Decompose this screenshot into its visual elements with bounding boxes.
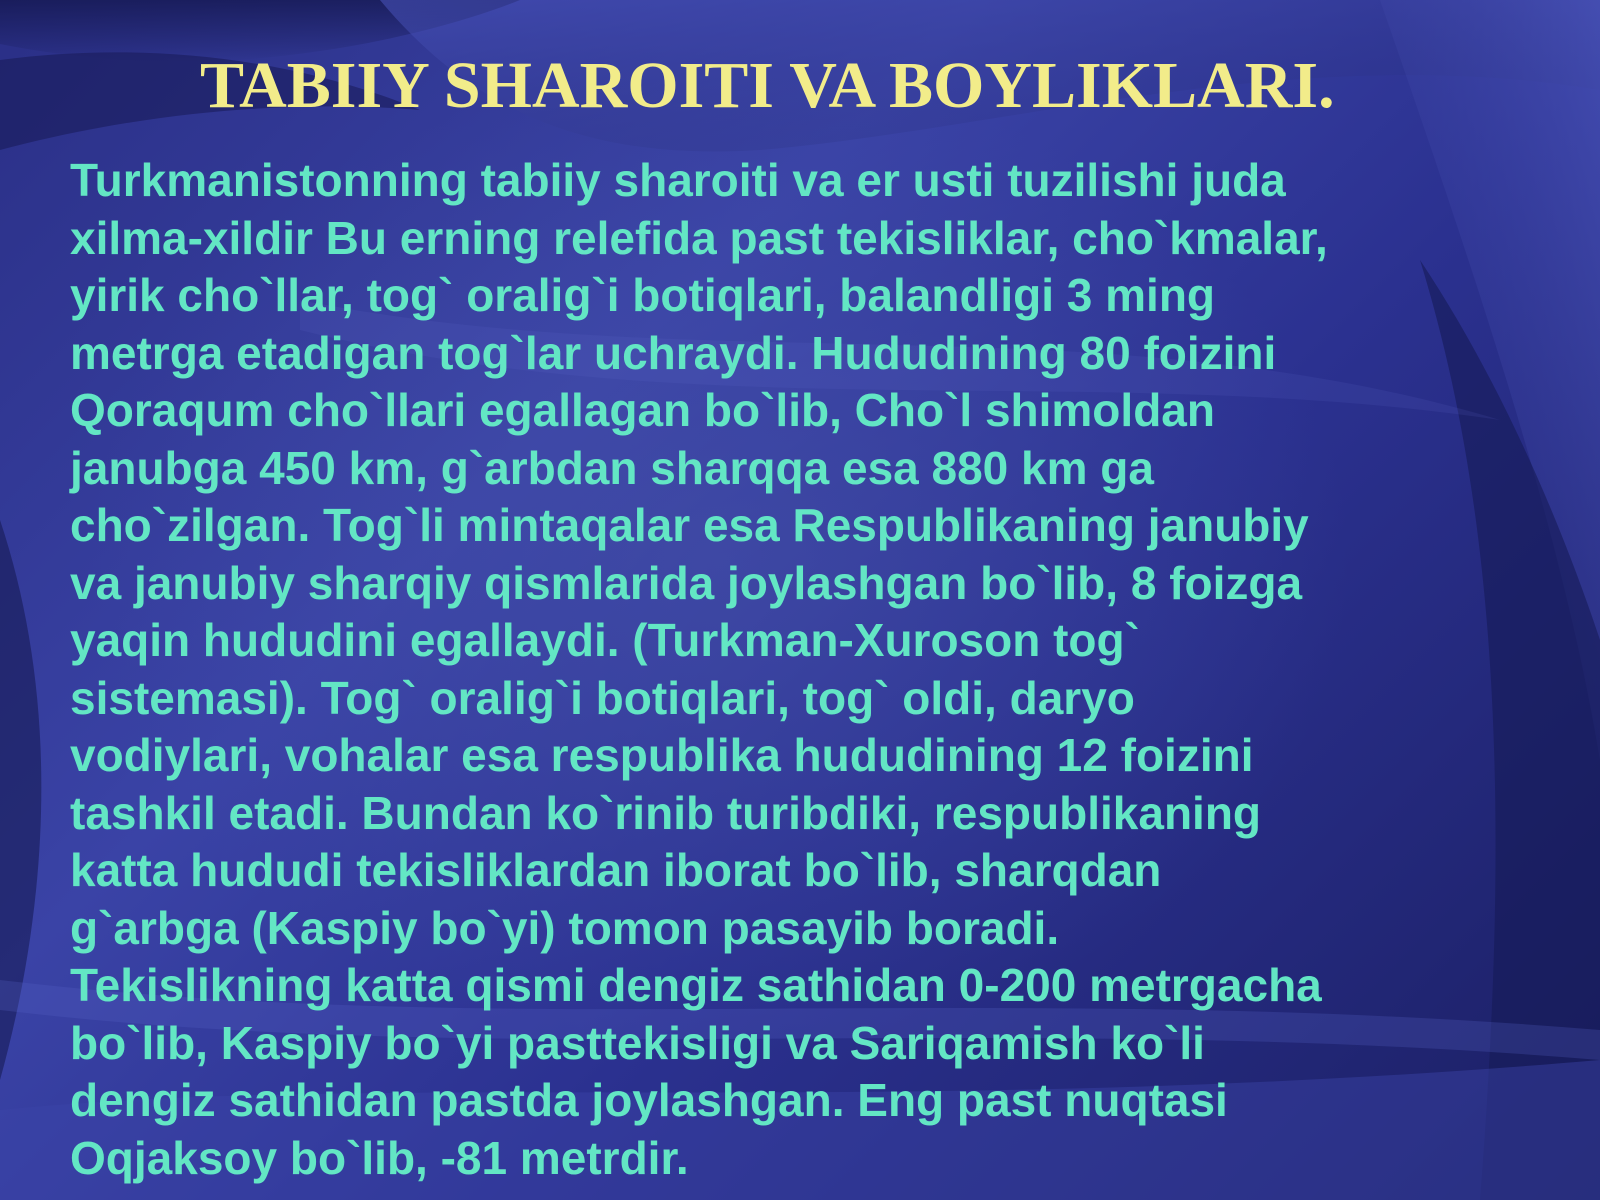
slide-body-text: Turkmanistonning tabiiy sharoiti va er usti tuzilishi juda xilma-xildir Bu erning relefida past tekisliklar, cho`kmalar, yirik cho`llar, tog` oralig`i botiqlari, balandligi 3 ming metrga etadigan tog`lar uchraydi. Hududining 80 foizini Qoraqum cho`llari egallagan bo`lib, Cho`l shimoldan janubga 450 km, g`arbdan sharqqa esa 880 km ga cho`zilgan. Tog`li mintaqalar esa Respublikaning janubiy va janubiy sharqiy qismlarida joylashgan bo`lib, 8 foizga yaqin hududini egallaydi. (Turkman-Xuroson tog` sistemasi). Tog` oralig`i botiqlari, tog` oldi, daryo vodiylari, vohalar esa respublika hududining 12 foizini tashkil etadi. Bundan ko`rinib turibdiki, respublikaning katta hududi tekisliklardan iborat bo`lib, sharqdan g`arbga (Kaspiy bo`yi) tomon pasayib boradi. Tekislikning katta qismi dengiz sathidan 0-200 metrgacha bo`lib, Kaspiy bo`yi pasttekisligi va Sariqamish ko`li dengiz sathidan pastda joylashgan. Eng past nuqtasi Oqjaksoy bo`lib, -81 metrdir. [70, 154, 1328, 1184]
slide-title: TABIIY SHAROITI VA BOYLIKLARI. [200, 49, 1335, 122]
